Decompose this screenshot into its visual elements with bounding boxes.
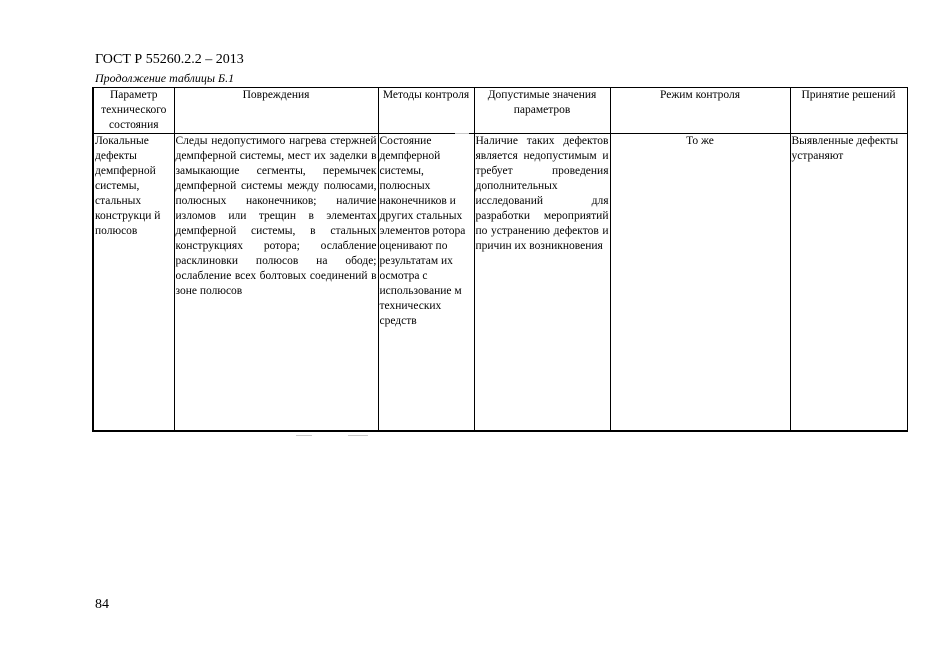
scan-artifact bbox=[455, 133, 469, 134]
column-header-decision: Принятие решений bbox=[790, 88, 907, 134]
column-header-damage: Повреждения bbox=[174, 88, 378, 134]
cell-methods: Состояние демпферной системы, полюсных наконечников и других стальных элементов ротора оценивают по результатам их осмотра с использование м технических средств bbox=[378, 134, 474, 432]
cell-allowed-values: Наличие таких дефектов является недопустимым и требует проведения дополнительных исследований для разработки мероприятий по устранению дефектов и причин их возникновения bbox=[474, 134, 610, 432]
table-header-row bbox=[93, 88, 907, 134]
table-caption: Продолжение таблицы Б.1 bbox=[95, 71, 235, 85]
column-header-control-mode: Режим контроля bbox=[610, 88, 790, 134]
cell-control-mode: То же bbox=[610, 134, 790, 432]
cell-parameter: Локальные дефекты демпферной системы, стальных конструкци й полюсов bbox=[93, 134, 174, 432]
column-header-parameter: Параметр технического состояния bbox=[93, 88, 174, 134]
page-number: 84 bbox=[95, 597, 109, 612]
document-code: ГОСТ Р 55260.2.2 – 2013 bbox=[95, 52, 244, 67]
cell-damage: Следы недопустимого нагрева стержней демпферной системы, мест их заделки в замыкающие сегменты, перемычек демпферной системы между полюсами, полюсных наконечников; наличие изломов или трещин в элементах демпферной системы, в стальных конструкциях ротора; ослабление расклиновки полюсов на ободе; ослабление всех болтовых соединений в зоне полюсов bbox=[174, 134, 378, 432]
column-header-methods: Методы контроля bbox=[378, 88, 474, 134]
cell-decision: Выявленные дефекты устраняют bbox=[790, 134, 907, 432]
scan-artifact bbox=[296, 435, 312, 436]
column-header-allowed-values: Допустимые значения параметров bbox=[474, 88, 610, 134]
data-table bbox=[92, 87, 908, 432]
table-row bbox=[93, 134, 907, 432]
scan-artifact bbox=[348, 435, 368, 436]
